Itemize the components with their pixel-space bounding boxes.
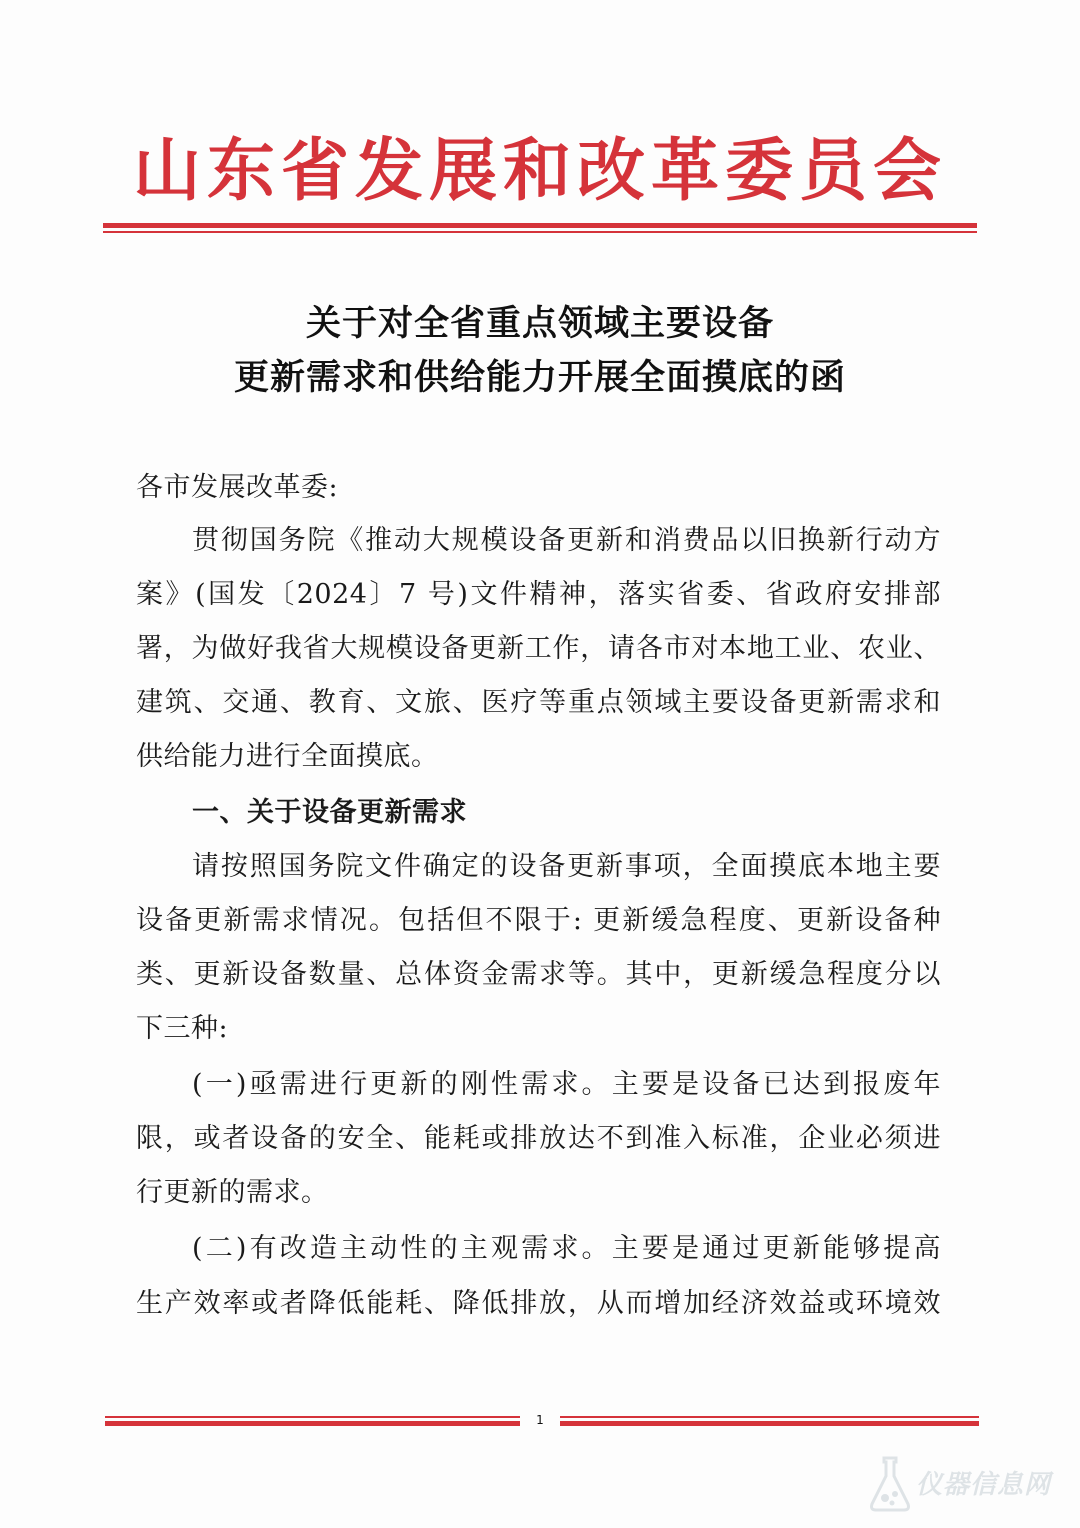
document-title-line-2: 更新需求和供给能力开展全面摸底的函 <box>233 357 846 398</box>
flask-logo-icon <box>868 1454 912 1514</box>
paragraph-line: 下三种: <box>136 1013 229 1044</box>
paragraph-line: (一)亟需进行更新的刚性需求。主要是设备已达到报废年 <box>192 1069 941 1100</box>
paragraph-line: 署，为做好我省大规模设备更新工作，请各市对本地工业、农业、 <box>136 633 941 664</box>
letterhead-rule-thick <box>103 223 977 228</box>
paragraph-line: 行更新的需求。 <box>136 1177 329 1208</box>
paragraph-line: 建筑、交通、教育、文旅、医疗等重点领域主要设备更新需求和 <box>136 687 941 718</box>
salutation: 各市发展改革委: <box>136 472 339 503</box>
letterhead-org-name: 山东省发展和改革委员会 <box>132 131 947 211</box>
paragraph-line: 限，或者设备的安全、能耗或排放达不到准入标准，企业必须进 <box>136 1123 941 1154</box>
document-title-line-1: 关于对全省重点领域主要设备 <box>305 303 774 344</box>
watermark-text: 仪器信息网 <box>916 1470 1052 1500</box>
paragraph-line: (二)有改造主动性的主观需求。主要是通过更新能够提高 <box>192 1233 941 1264</box>
paragraph-line: 贯彻国务院《推动大规模设备更新和消费品以旧换新行动方 <box>192 525 941 556</box>
paragraph-line: 案》(国发〔2024〕7 号)文件精神，落实省委、省政府安排部 <box>136 579 941 610</box>
paragraph-line: 生产效率或者降低能耗、降低排放，从而增加经济效益或环境效 <box>136 1288 941 1319</box>
letterhead-rule-thin <box>103 231 977 233</box>
page-number: 1 <box>520 1412 560 1428</box>
paragraph-line: 类、更新设备数量、总体资金需求等。其中，更新缓急程度分以 <box>136 959 941 990</box>
section-heading: 一、关于设备更新需求 <box>192 797 467 828</box>
paragraph-line: 设备更新需求情况。包括但不限于: 更新缓急程度、更新设备种 <box>136 905 941 936</box>
paragraph-line: 供给能力进行全面摸底。 <box>136 741 439 772</box>
paragraph-line: 请按照国务院文件确定的设备更新事项，全面摸底本地主要 <box>192 851 941 882</box>
watermark <box>868 1452 1068 1516</box>
